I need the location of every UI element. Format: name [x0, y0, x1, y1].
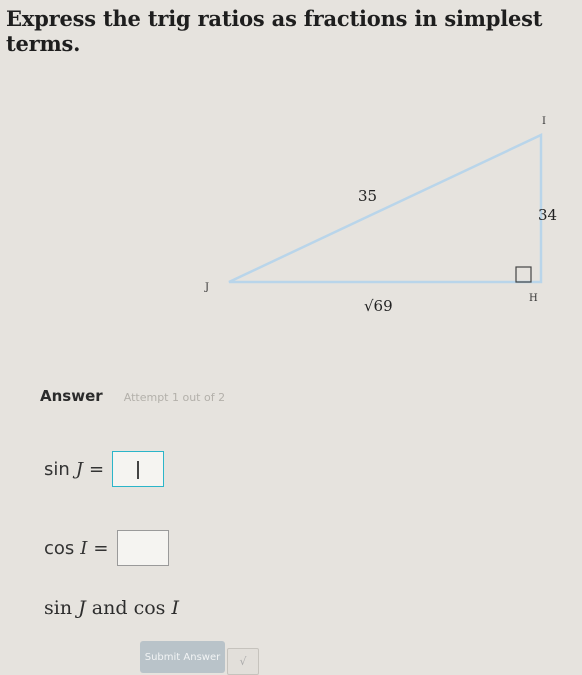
- help-link-sin-j-and-cos-i[interactable]: [44, 597, 179, 619]
- sin-j-answer-input[interactable]: [112, 451, 164, 487]
- triangle-shape: [229, 135, 541, 282]
- help-fn2: cos: [133, 597, 166, 619]
- variable-name: J: [75, 458, 84, 480]
- help-var2: I: [171, 597, 179, 619]
- vertex-label-j: J: [205, 282, 210, 293]
- submit-answer-button[interactable]: Submit Answer: [140, 641, 225, 673]
- attempt-counter: Attempt 1 out of 2: [123, 391, 226, 404]
- checkmark-icon[interactable]: √: [227, 648, 259, 675]
- answer-label: Answer: [40, 387, 103, 405]
- help-var1: J: [78, 597, 86, 619]
- vertex-label-h: H: [529, 293, 538, 304]
- problem-title: Express the trig ratios as fractions in simplest terms.: [6, 6, 543, 56]
- equals-sign: =: [93, 537, 109, 559]
- base-side-length: √69: [364, 297, 393, 315]
- sin-j-question: [44, 451, 164, 487]
- hypotenuse-length: 35: [358, 187, 378, 205]
- answer-header: [40, 386, 225, 405]
- cos-i-question: [44, 530, 169, 566]
- function-name: cos: [44, 537, 75, 559]
- vertex-label-i: I: [542, 116, 546, 127]
- variable-name: I: [80, 537, 88, 559]
- function-name: sin: [44, 458, 70, 480]
- help-conj: and: [91, 597, 128, 619]
- help-fn1: sin: [44, 597, 73, 619]
- vertical-side-length: 34: [538, 206, 558, 224]
- right-angle-marker: [516, 267, 531, 282]
- cos-i-answer-input[interactable]: [117, 530, 169, 566]
- equals-sign: =: [89, 458, 105, 480]
